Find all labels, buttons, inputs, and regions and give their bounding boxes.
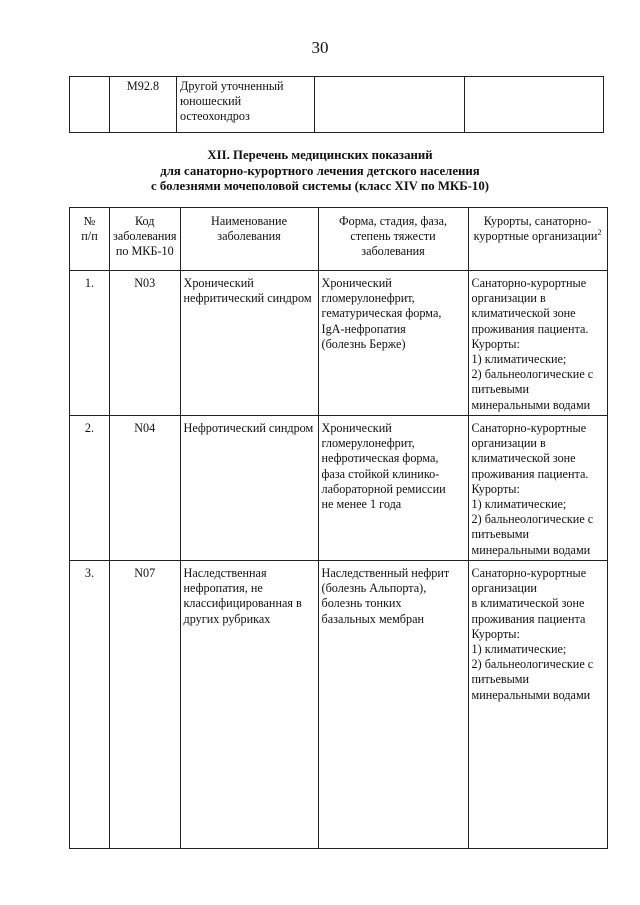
cell-line: 2) бальнеологические с	[471, 367, 594, 382]
cell-line: Хронический	[321, 276, 392, 290]
cell-line: юношеский	[180, 94, 242, 109]
cell-line: Наследственная	[183, 566, 267, 580]
cell-line: питьевыми	[471, 672, 530, 687]
cell-line: питьевыми	[471, 527, 530, 542]
cell-line: 1) климатические;	[471, 352, 567, 367]
header-number	[70, 208, 110, 271]
cell-line: организации в	[471, 291, 546, 306]
cell-line: лабораторной ремиссии	[321, 481, 446, 496]
table-row	[70, 561, 608, 849]
header-line: Курорты, санаторно-	[483, 214, 592, 228]
header-resorts	[468, 208, 607, 271]
cell-line: остеохондроз	[180, 109, 250, 124]
previous-table-continuation	[69, 76, 604, 133]
icd-code-cell: N07	[110, 561, 181, 849]
cell-line: других рубриках	[183, 611, 271, 626]
cell-line: 2) бальнеологические с	[471, 657, 594, 672]
cell-line: нефропатия, не	[183, 581, 263, 596]
cell-line: фаза стойкой клинико-	[321, 466, 440, 481]
row-number-cell: 3.	[70, 561, 110, 849]
cell-line: Хронический	[183, 276, 254, 290]
footnote-marker: 2	[597, 228, 602, 238]
header-line: степень тяжести	[350, 229, 436, 244]
row-number-cell: 1.	[70, 271, 110, 416]
section-title	[0, 148, 640, 195]
page-number: 30	[311, 38, 329, 57]
header-line: №	[83, 214, 96, 228]
cell-line: Хронический	[321, 421, 392, 435]
row-number-cell	[70, 77, 110, 133]
section-title-line: для санаторно-курортного лечения детского населения	[160, 163, 480, 178]
header-line-text: курортные организации	[473, 229, 598, 244]
header-disease-form	[318, 208, 468, 271]
cell-line: организации	[471, 581, 537, 596]
resorts-cell	[465, 77, 604, 133]
cell-line: не менее 1 года	[321, 497, 402, 512]
cell-line: Санаторно-курортные	[471, 421, 587, 435]
cell-line: питьевыми	[471, 382, 530, 397]
icd-code-cell: N04	[110, 416, 181, 561]
disease-name-cell	[180, 561, 318, 849]
table-header-row	[70, 208, 608, 271]
cell-line: проживания пациента.	[471, 321, 589, 336]
cell-line: проживания пациента	[471, 611, 586, 626]
cell-line: базальных мембран	[321, 611, 425, 626]
header-line: заболевания	[361, 244, 425, 259]
cell-line: 1) климатические;	[471, 642, 567, 657]
cell-line: проживания пациента.	[471, 466, 589, 481]
cell-line: нефротическая форма,	[321, 451, 439, 466]
header-line: заболевания	[217, 229, 281, 244]
disease-name-cell	[180, 416, 318, 561]
cell-line: Нефротический синдром	[183, 421, 314, 435]
cell-line: минеральными водами	[471, 542, 591, 557]
header-line	[472, 229, 604, 244]
cell-line: гломерулонефрит,	[321, 436, 415, 451]
resorts-cell	[468, 416, 607, 561]
cell-line: Другой уточненный	[180, 79, 284, 93]
cell-line: 2) бальнеологические с	[471, 512, 594, 527]
disease-name-cell	[177, 77, 315, 133]
header-line: Форма, стадия, фаза,	[338, 214, 448, 228]
header-line: п/п	[81, 229, 98, 244]
cell-line: гломерулонефрит,	[321, 291, 415, 306]
disease-form-cell	[318, 416, 468, 561]
header-line: по МКБ-10	[115, 244, 174, 259]
cell-line: IgA-нефропатия	[321, 321, 406, 336]
section-title-line: XII. Перечень медицинских показаний	[207, 148, 433, 162]
header-line: Наименование	[211, 214, 287, 228]
cell-line: болезнь тонких	[321, 596, 402, 611]
cell-line: организации в	[471, 436, 546, 451]
table-row	[70, 416, 608, 561]
cell-line: климатической зоне	[471, 306, 576, 321]
header-disease-name	[180, 208, 318, 271]
icd-code-cell: N03	[110, 271, 181, 416]
cell-line: классифицированная в	[183, 596, 302, 611]
cell-line: Курорты:	[471, 336, 520, 351]
cell-line: климатической зоне	[471, 451, 576, 466]
cell-line: 1) климатические;	[471, 497, 567, 512]
cell-line: Курорты:	[471, 481, 520, 496]
section-title-line: с болезнями мочеполовой системы (класс XIV по МКБ-10)	[150, 179, 489, 193]
row-number-cell: 2.	[70, 416, 110, 561]
table-row	[70, 271, 608, 416]
cell-line: Наследственный нефрит	[321, 566, 450, 580]
cell-line: Курорты:	[471, 626, 520, 641]
disease-form-cell	[318, 561, 468, 849]
disease-name-cell	[180, 271, 318, 416]
header-icd-code	[110, 208, 181, 271]
cell-line: минеральными водами	[471, 397, 591, 412]
cell-line: нефритический синдром	[183, 291, 312, 306]
cell-line: гематурическая форма,	[321, 306, 442, 321]
header-line: заболевания	[113, 229, 177, 244]
table-row	[70, 77, 604, 133]
indications-table	[69, 207, 608, 849]
cell-line: Санаторно-курортные	[471, 566, 587, 580]
cell-line: минеральными водами	[471, 687, 591, 702]
resorts-cell	[468, 271, 607, 416]
cell-line: в климатической зоне	[471, 596, 585, 611]
header-line: Код	[135, 214, 155, 228]
resorts-cell	[468, 561, 607, 849]
cell-line: (болезнь Альпорта),	[321, 581, 427, 596]
disease-form-cell	[318, 271, 468, 416]
disease-form-cell	[315, 77, 465, 133]
cell-line: (болезнь Берже)	[321, 336, 406, 351]
cell-line: Санаторно-курортные	[471, 276, 587, 290]
icd-code-cell: M92.8	[110, 77, 177, 133]
